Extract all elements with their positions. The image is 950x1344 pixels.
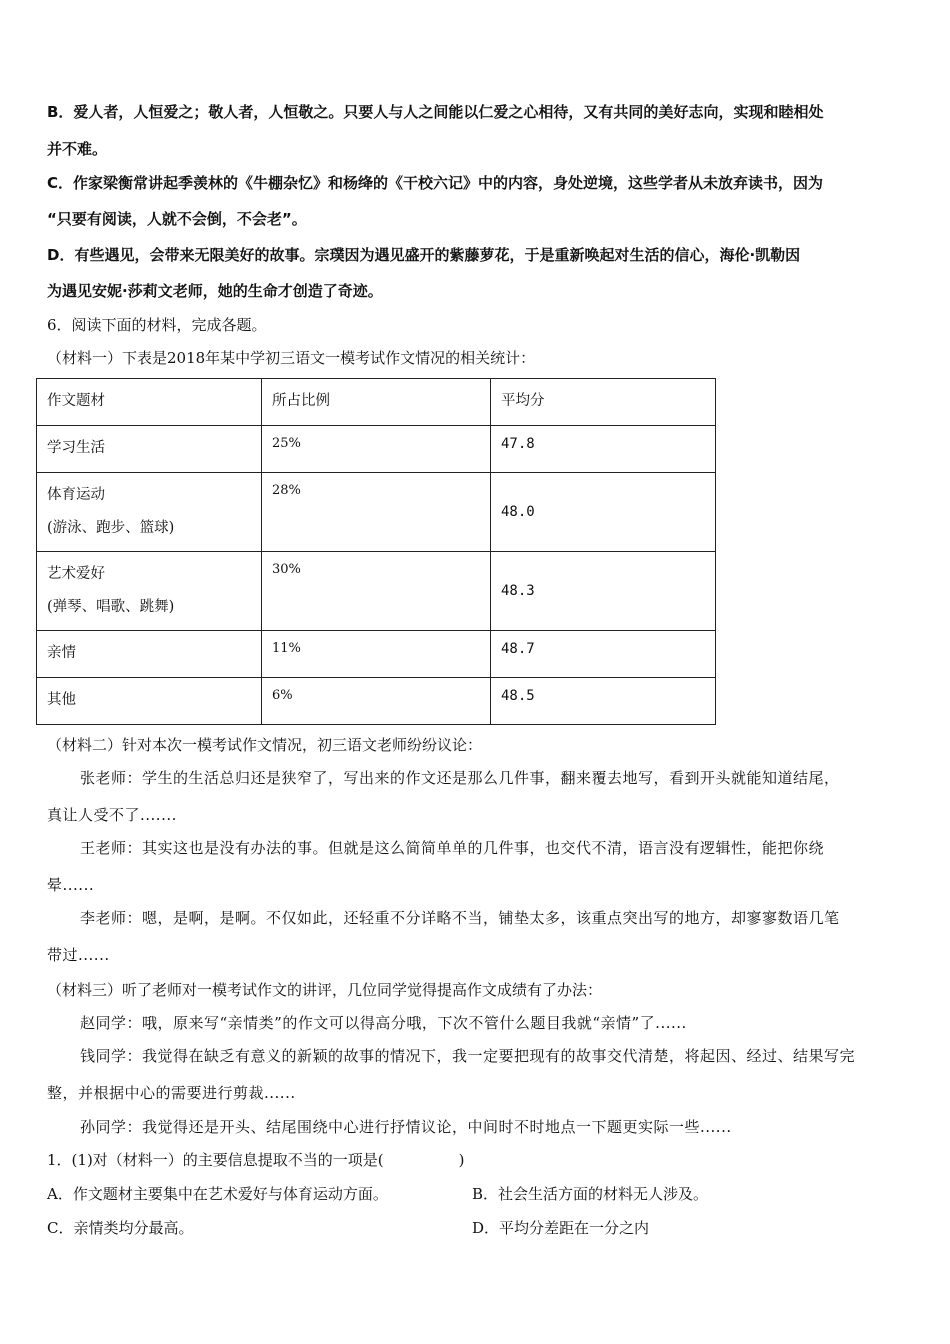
ratio-cell: 11% <box>262 631 491 678</box>
subquestion-1-option-c: C．亲情类均分最高。 <box>47 1219 194 1237</box>
table-header-cell: 作文题材 <box>37 379 262 426</box>
subquestion-1-option-a: A．作文题材主要集中在艺术爱好与体育运动方面。 <box>47 1185 388 1203</box>
option-d-line2: 为遇见安妮·莎莉文老师，她的生命才创造了奇迹。 <box>47 282 383 300</box>
ratio-cell: 28% <box>262 473 491 552</box>
option-c-line2: “只要有阅读，人就不会倒，不会老”。 <box>47 210 307 228</box>
material-2-intro: （材料二）针对本次一模考试作文情况，初三语文老师纷纷议论： <box>47 736 483 754</box>
option-c-line1: C．作家梁衡常讲起季羡林的《牛棚杂忆》和杨绛的《干校六记》中的内容，身处逆境，这些学者从未放弃读书，因为 <box>47 174 824 192</box>
subquestion-1-option-d: D．平均分差距在一分之内 <box>472 1219 650 1237</box>
option-b-line1: B．爱人者，人恒爱之；敬人者，人恒敬之。只要人与人之间能以仁爱之心相待，又有共同的美好志向，实现和睦相处 <box>47 103 824 121</box>
topic-cell: 亲情 <box>37 631 262 678</box>
table-row <box>37 473 716 552</box>
teacher-zhang-line2: 真让人受不了....... <box>47 806 177 824</box>
table-row <box>37 552 716 631</box>
table-header-cell: 所占比例 <box>262 379 491 426</box>
statistics-table <box>36 378 716 725</box>
table-row <box>37 631 716 678</box>
student-qian-line2: 整，并根据中心的需要进行剪裁...... <box>47 1084 296 1102</box>
question-6-title: 6．阅读下面的材料，完成各题。 <box>47 316 267 334</box>
topic-cell: 学习生活 <box>37 426 262 473</box>
option-d-line1: D．有些遇见，会带来无限美好的故事。宗璞因为遇见盛开的紫藤萝花，于是重新唤起对生活的信心，海伦·凯勒因 <box>47 246 801 264</box>
material-1-intro: （材料一）下表是2018年某中学初三语文一模考试作文情况的相关统计： <box>47 349 536 367</box>
teacher-li-line1: 李老师：嗯，是啊，是啊。不仅如此，还轻重不分详略不当，铺垫太多，该重点突出写的地方，却寥寥数语几笔 <box>80 909 840 927</box>
avg-cell: 48.7 <box>491 631 716 678</box>
teacher-wang-line1: 王老师：其实这也是没有办法的事。但就是这么简简单单的几件事，也交代不清，语言没有逻辑性，能把你绕 <box>80 839 825 857</box>
ratio-cell: 30% <box>262 552 491 631</box>
table-row <box>37 426 716 473</box>
avg-cell: 48.5 <box>491 678 716 725</box>
teacher-li-line2: 带过...... <box>47 946 110 964</box>
material-3-intro: （材料三）听了老师对一模考试作文的讲评，几位同学觉得提高作文成绩有了办法： <box>47 981 603 999</box>
topic-cell: 艺术爱好 (弹琴、唱歌、跳舞) <box>37 552 262 631</box>
avg-cell: 48.0 <box>491 473 716 552</box>
subquestion-1-stem: 1．(1)对（材料一）的主要信息提取不当的一项是( ) <box>47 1151 465 1169</box>
topic-cell: 体育运动 (游泳、跑步、篮球) <box>37 473 262 552</box>
topic-cell: 其他 <box>37 678 262 725</box>
avg-cell: 47.8 <box>491 426 716 473</box>
student-sun: 孙同学：我觉得还是开头、结尾围绕中心进行抒情议论，中间时不时地点一下题更实际一些...... <box>80 1118 732 1136</box>
avg-cell: 48.3 <box>491 552 716 631</box>
subquestion-1-option-b: B．社会生活方面的材料无人涉及。 <box>472 1185 709 1203</box>
teacher-zhang-line1: 张老师：学生的生活总归还是狭窄了，写出来的作文还是那么几件事，翻来覆去地写，看到开头就能知道结尾， <box>80 769 840 787</box>
student-zhao: 赵同学：哦，原来写“亲情类”的作文可以得高分哦，下次不管什么题目我就“亲情”了...... <box>80 1014 687 1032</box>
ratio-cell: 25% <box>262 426 491 473</box>
student-qian-line1: 钱同学：我觉得在缺乏有意义的新颖的故事的情况下，我一定要把现有的故事交代清楚，将起因、经过、结果写完 <box>80 1047 856 1065</box>
ratio-cell: 6% <box>262 678 491 725</box>
teacher-wang-line2: 晕...... <box>47 876 95 894</box>
option-b-line2: 并不难。 <box>47 140 108 158</box>
table-row <box>37 678 716 725</box>
table-header-row <box>37 379 716 426</box>
table-header-cell: 平均分 <box>491 379 716 426</box>
